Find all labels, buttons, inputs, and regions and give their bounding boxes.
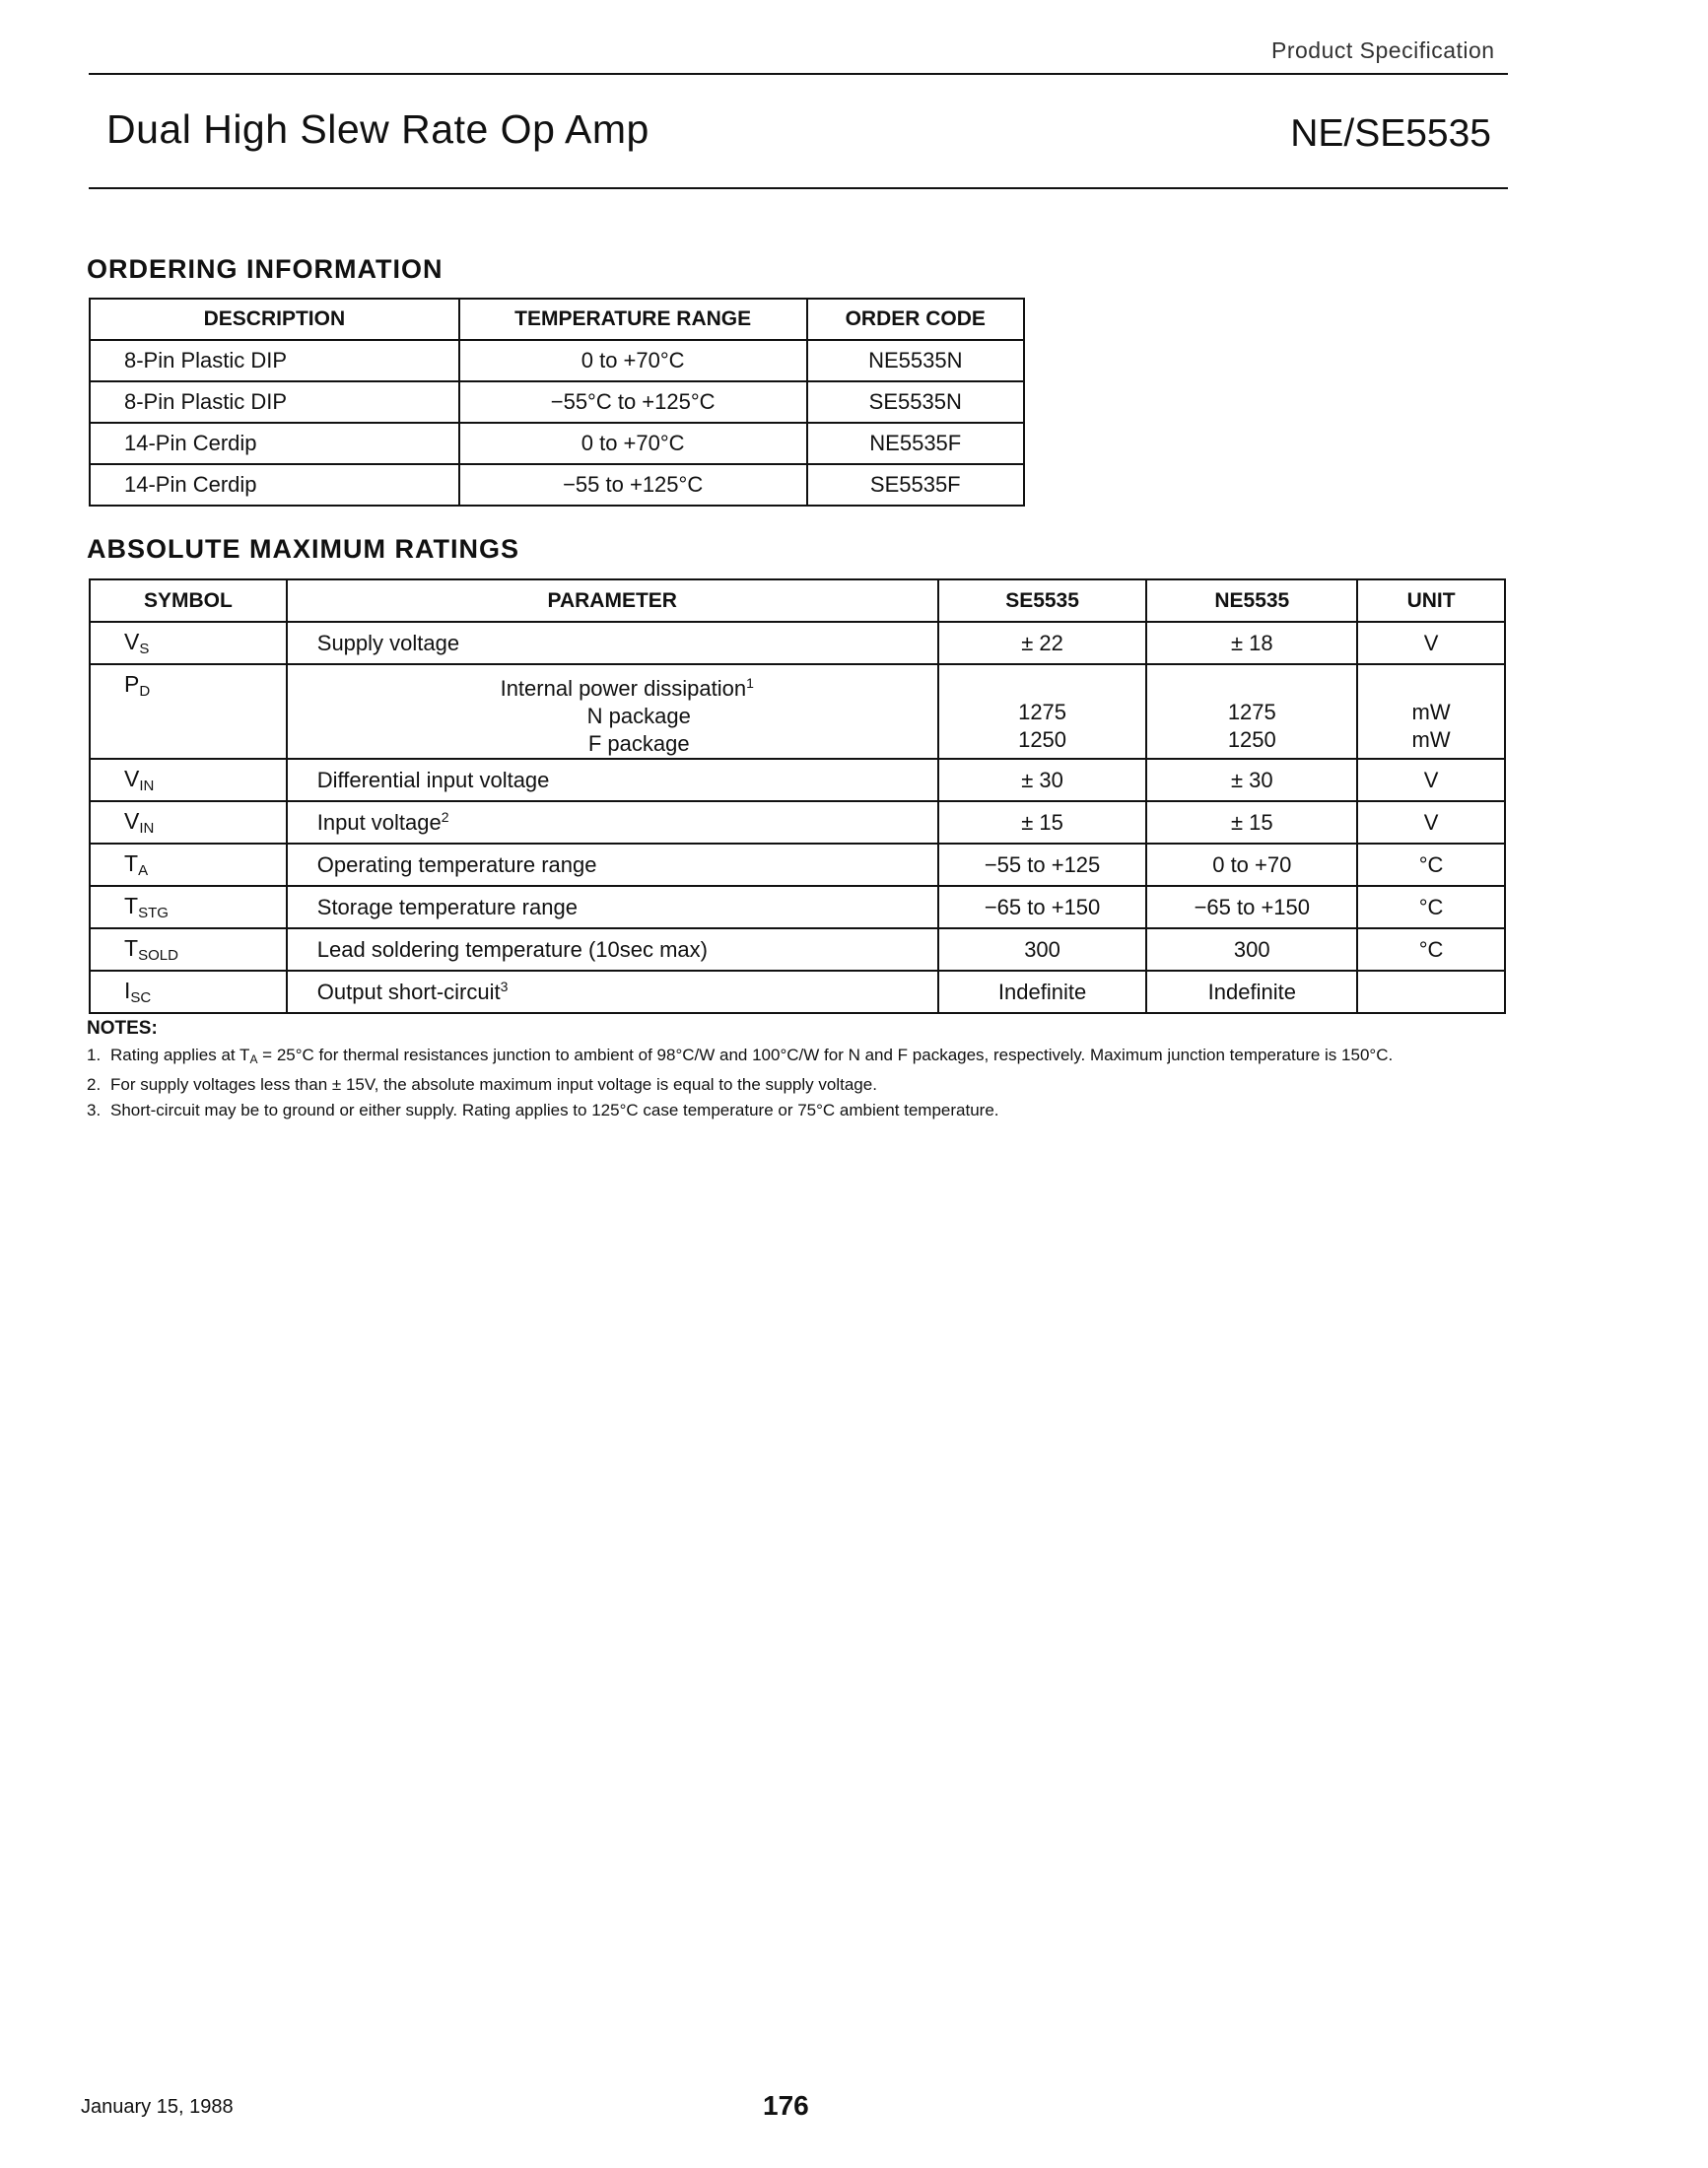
symbol-letter: T <box>124 935 139 961</box>
note-1 <box>87 1043 1516 1072</box>
col-description: DESCRIPTION <box>90 299 459 340</box>
ordering-temp: −55 to +125°C <box>459 464 807 506</box>
col-order-code: ORDER CODE <box>807 299 1024 340</box>
table-row <box>90 464 1024 506</box>
parameter-cell: Operating temperature range <box>287 844 938 886</box>
symbol-cell <box>90 971 287 1013</box>
table-row <box>90 340 1024 381</box>
se5535-f-value: 1250 <box>1018 727 1067 752</box>
parameter-text: Output short-circuit <box>316 980 501 1004</box>
parameter-text: Internal power dissipation <box>500 676 747 701</box>
symbol-letter: V <box>124 808 140 834</box>
symbol-letter: V <box>124 629 140 654</box>
ordering-header-row <box>90 299 1024 340</box>
note-text: Short-circuit may be to ground or either supply. Rating applies to 125°C case temperature or 75°C ambient temperature. <box>110 1101 999 1119</box>
note-3 <box>87 1098 1516 1123</box>
col-temperature-range: TEMPERATURE RANGE <box>459 299 807 340</box>
symbol-letter: V <box>124 766 140 791</box>
note-text-part: Rating applies at T <box>110 1046 250 1064</box>
pd-f-package-label: F package <box>587 731 690 756</box>
note-text-part: = 25°C for thermal resistances junction to ambient of 98°C/W and 100°C/W for N and F packages, respectively. Maximum junction temperature is 150°C. <box>257 1046 1394 1064</box>
col-symbol: SYMBOL <box>90 579 287 622</box>
parameter-text: Input voltage <box>316 810 442 835</box>
parameter-cell: Supply voltage <box>287 622 938 664</box>
symbol-cell <box>90 801 287 844</box>
ratings-table <box>89 578 1506 1014</box>
se5535-value: −55 to +125 <box>938 844 1147 886</box>
symbol-cell <box>90 664 287 759</box>
note-2 <box>87 1072 1516 1098</box>
ordering-heading: ORDERING INFORMATION <box>87 254 444 284</box>
col-parameter: PARAMETER <box>287 579 938 622</box>
se5535-value: 300 <box>938 928 1147 971</box>
table-row <box>90 381 1024 423</box>
parameter-cell <box>287 664 938 759</box>
ne5535-value: −65 to +150 <box>1146 886 1357 928</box>
ordering-temp: 0 to +70°C <box>459 340 807 381</box>
symbol-letter: P <box>124 671 140 697</box>
ne5535-value: ± 15 <box>1146 801 1357 844</box>
part-number: NE/SE5535 <box>1290 112 1491 155</box>
ne5535-n-value: 1275 <box>1227 700 1276 724</box>
ne5535-value: 300 <box>1146 928 1357 971</box>
ne5535-value: 0 to +70 <box>1146 844 1357 886</box>
ordering-code: SE5535F <box>807 464 1024 506</box>
symbol-subscript: S <box>139 641 150 657</box>
note-number: 2. <box>87 1075 102 1094</box>
unit-value: °C <box>1357 928 1505 971</box>
se5535-value: ± 15 <box>938 801 1147 844</box>
col-unit: UNIT <box>1357 579 1505 622</box>
symbol-cell <box>90 759 287 801</box>
page-number: 176 <box>763 2090 809 2121</box>
table-row <box>90 423 1024 464</box>
symbol-cell <box>90 886 287 928</box>
ordering-code: SE5535N <box>807 381 1024 423</box>
se5535-value: ± 22 <box>938 622 1147 664</box>
ne5535-value: Indefinite <box>1146 971 1357 1013</box>
symbol-cell <box>90 844 287 886</box>
ordering-code: NE5535N <box>807 340 1024 381</box>
footnote-ref: 2 <box>441 809 449 825</box>
note-text <box>110 1043 1516 1072</box>
product-specification-label: Product Specification <box>1271 37 1495 63</box>
note-text: For supply voltages less than ± 15V, the absolute maximum input voltage is equal to the supply voltage. <box>110 1075 877 1094</box>
header-rule-bottom <box>89 187 1508 189</box>
table-row <box>90 844 1505 886</box>
symbol-subscript: D <box>139 683 151 700</box>
ordering-description: 8-Pin Plastic DIP <box>90 381 459 423</box>
unit-f-value: mW <box>1411 727 1451 752</box>
parameter-cell <box>287 971 938 1013</box>
unit-value <box>1357 971 1505 1013</box>
symbol-letter: I <box>124 978 131 1003</box>
symbol-subscript: SC <box>130 989 152 1006</box>
unit-value: V <box>1357 801 1505 844</box>
symbol-cell <box>90 622 287 664</box>
ne5535-f-value: 1250 <box>1227 727 1276 752</box>
ordering-description: 8-Pin Plastic DIP <box>90 340 459 381</box>
document-title: Dual High Slew Rate Op Amp <box>106 106 649 152</box>
table-row <box>90 664 1505 759</box>
symbol-subscript: A <box>138 862 149 879</box>
note-subscript: A <box>249 1052 258 1066</box>
ne5535-value: ± 30 <box>1146 759 1357 801</box>
se5535-value: Indefinite <box>938 971 1147 1013</box>
unit-value: °C <box>1357 844 1505 886</box>
ordering-table <box>89 298 1025 507</box>
parameter-cell: Storage temperature range <box>287 886 938 928</box>
parameter-cell <box>287 801 938 844</box>
footnote-ref: 1 <box>746 675 754 691</box>
notes-heading: NOTES: <box>87 1018 158 1039</box>
col-se5535: SE5535 <box>938 579 1147 622</box>
footer-date: January 15, 1988 <box>81 2096 234 2118</box>
unit-value: V <box>1357 622 1505 664</box>
symbol-cell <box>90 928 287 971</box>
symbol-subscript: IN <box>139 820 155 837</box>
notes-list <box>87 1043 1516 1123</box>
unit-value: V <box>1357 759 1505 801</box>
ordering-description: 14-Pin Cerdip <box>90 464 459 506</box>
header-rule-top <box>89 73 1508 75</box>
ne5535-value <box>1146 664 1357 759</box>
table-row <box>90 759 1505 801</box>
unit-value <box>1357 664 1505 759</box>
symbol-subscript: STG <box>138 905 169 921</box>
ratings-header-row <box>90 579 1505 622</box>
symbol-letter: T <box>124 893 139 918</box>
se5535-value <box>938 664 1147 759</box>
symbol-letter: T <box>124 850 139 876</box>
se5535-value: −65 to +150 <box>938 886 1147 928</box>
parameter-cell: Differential input voltage <box>287 759 938 801</box>
table-row <box>90 622 1505 664</box>
note-number: 3. <box>87 1101 102 1119</box>
parameter-cell: Lead soldering temperature (10sec max) <box>287 928 938 971</box>
ordering-temp: −55°C to +125°C <box>459 381 807 423</box>
symbol-subscript: IN <box>139 778 155 794</box>
table-row <box>90 886 1505 928</box>
se5535-n-value: 1275 <box>1018 700 1067 724</box>
table-row <box>90 801 1505 844</box>
symbol-subscript: SOLD <box>138 947 178 964</box>
se5535-value: ± 30 <box>938 759 1147 801</box>
unit-n-value: mW <box>1411 700 1451 724</box>
ordering-temp: 0 to +70°C <box>459 423 807 464</box>
pd-parameter-title <box>317 669 937 703</box>
pd-n-package-label: N package <box>586 704 691 728</box>
table-row <box>90 971 1505 1013</box>
ne5535-value: ± 18 <box>1146 622 1357 664</box>
table-row <box>90 928 1505 971</box>
note-number: 1. <box>87 1046 102 1064</box>
col-ne5535: NE5535 <box>1146 579 1357 622</box>
footnote-ref: 3 <box>500 979 509 994</box>
ordering-description: 14-Pin Cerdip <box>90 423 459 464</box>
unit-value: °C <box>1357 886 1505 928</box>
ordering-code: NE5535F <box>807 423 1024 464</box>
ratings-heading: ABSOLUTE MAXIMUM RATINGS <box>87 534 519 564</box>
